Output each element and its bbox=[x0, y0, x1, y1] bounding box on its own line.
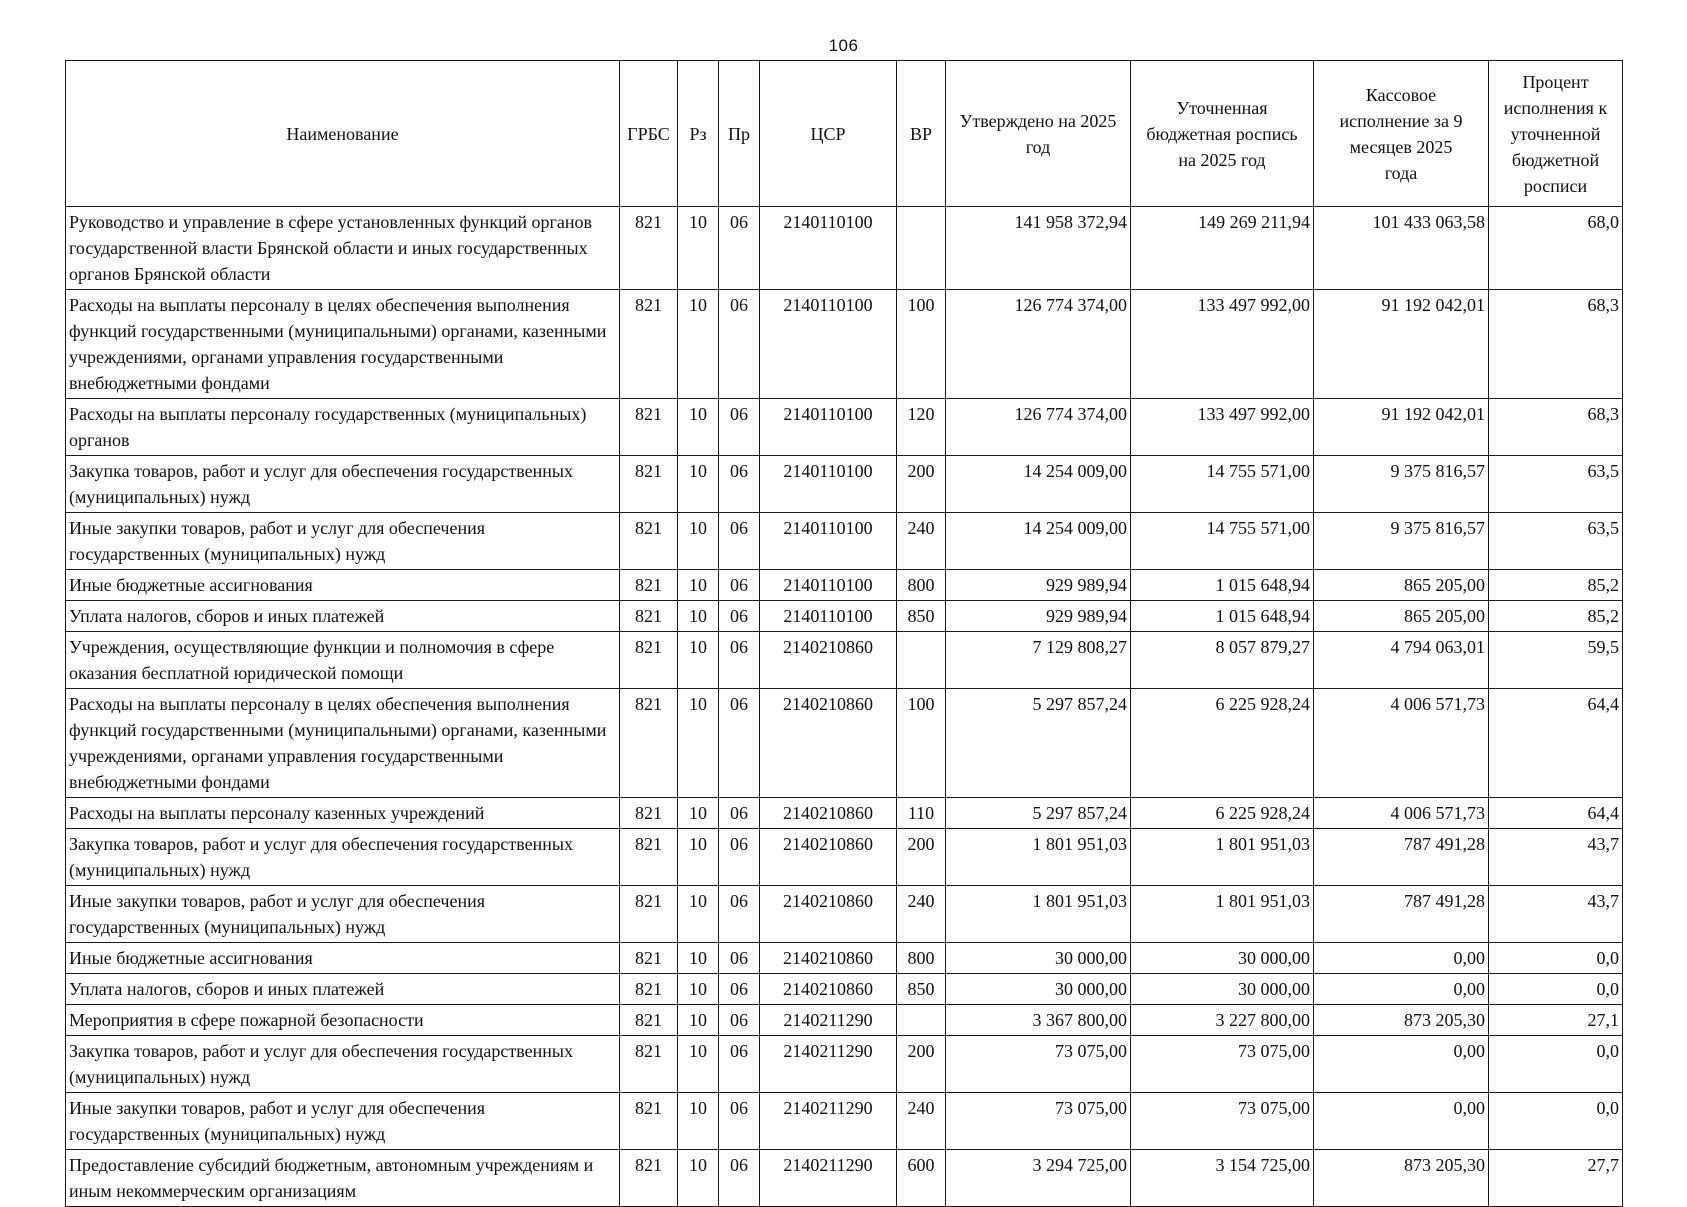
cell-percent: 68,3 bbox=[1489, 290, 1623, 399]
cell-csr: 2140210860 bbox=[760, 632, 897, 689]
cell-cash: 865 205,00 bbox=[1314, 601, 1489, 632]
cell-approved: 5 297 857,24 bbox=[946, 798, 1131, 829]
cell-rz: 10 bbox=[678, 632, 719, 689]
table-row bbox=[66, 601, 1623, 632]
cell-grbs: 821 bbox=[620, 974, 678, 1005]
cell-csr: 2140210860 bbox=[760, 974, 897, 1005]
cell-rz: 10 bbox=[678, 399, 719, 456]
cell-csr: 2140211290 bbox=[760, 1150, 897, 1207]
table-row bbox=[66, 886, 1623, 943]
cell-refined: 30 000,00 bbox=[1131, 974, 1314, 1005]
cell-vr: 850 bbox=[897, 974, 946, 1005]
table-row bbox=[66, 290, 1623, 399]
cell-rz: 10 bbox=[678, 1093, 719, 1150]
cell-rz: 10 bbox=[678, 601, 719, 632]
cell-refined: 133 497 992,00 bbox=[1131, 290, 1314, 399]
cell-pr: 06 bbox=[719, 1036, 760, 1093]
cell-name: Иные закупки товаров, работ и услуг для обеспечения государственных (муниципальных) нужд bbox=[66, 886, 620, 943]
cell-percent: 43,7 bbox=[1489, 829, 1623, 886]
cell-rz: 10 bbox=[678, 1150, 719, 1207]
cell-rz: 10 bbox=[678, 290, 719, 399]
cell-approved: 929 989,94 bbox=[946, 570, 1131, 601]
cell-csr: 2140211290 bbox=[760, 1093, 897, 1150]
cell-pr: 06 bbox=[719, 290, 760, 399]
cell-approved: 929 989,94 bbox=[946, 601, 1131, 632]
cell-csr: 2140210860 bbox=[760, 798, 897, 829]
table-row bbox=[66, 632, 1623, 689]
cell-grbs: 821 bbox=[620, 829, 678, 886]
cell-name: Уплата налогов, сборов и иных платежей bbox=[66, 601, 620, 632]
header-grbs: ГРБС bbox=[620, 61, 678, 207]
cell-refined: 8 057 879,27 bbox=[1131, 632, 1314, 689]
cell-refined: 1 015 648,94 bbox=[1131, 601, 1314, 632]
cell-refined: 133 497 992,00 bbox=[1131, 399, 1314, 456]
header-pr: Пр bbox=[719, 61, 760, 207]
cell-pr: 06 bbox=[719, 399, 760, 456]
cell-rz: 10 bbox=[678, 886, 719, 943]
cell-vr: 100 bbox=[897, 689, 946, 798]
table-row bbox=[66, 456, 1623, 513]
header-percent: Процент исполнения к уточненной бюджетной росписи bbox=[1489, 61, 1623, 207]
cell-name: Учреждения, осуществляющие функции и полномочия в сфере оказания бесплатной юридической помощи bbox=[66, 632, 620, 689]
cell-grbs: 821 bbox=[620, 1150, 678, 1207]
cell-grbs: 821 bbox=[620, 943, 678, 974]
cell-grbs: 821 bbox=[620, 798, 678, 829]
cell-percent: 27,1 bbox=[1489, 1005, 1623, 1036]
cell-pr: 06 bbox=[719, 570, 760, 601]
cell-approved: 1 801 951,03 bbox=[946, 886, 1131, 943]
cell-name: Уплата налогов, сборов и иных платежей bbox=[66, 974, 620, 1005]
cell-pr: 06 bbox=[719, 601, 760, 632]
cell-cash: 4 006 571,73 bbox=[1314, 798, 1489, 829]
cell-percent: 0,0 bbox=[1489, 943, 1623, 974]
cell-name: Расходы на выплаты персоналу казенных учреждений bbox=[66, 798, 620, 829]
cell-percent: 27,7 bbox=[1489, 1150, 1623, 1207]
cell-approved: 73 075,00 bbox=[946, 1036, 1131, 1093]
table-row bbox=[66, 513, 1623, 570]
cell-rz: 10 bbox=[678, 798, 719, 829]
cell-vr: 200 bbox=[897, 829, 946, 886]
cell-refined: 73 075,00 bbox=[1131, 1036, 1314, 1093]
cell-refined: 1 801 951,03 bbox=[1131, 829, 1314, 886]
cell-cash: 91 192 042,01 bbox=[1314, 290, 1489, 399]
table-row bbox=[66, 207, 1623, 290]
cell-rz: 10 bbox=[678, 1036, 719, 1093]
cell-pr: 06 bbox=[719, 943, 760, 974]
cell-vr: 120 bbox=[897, 399, 946, 456]
cell-approved: 73 075,00 bbox=[946, 1093, 1131, 1150]
cell-vr: 800 bbox=[897, 943, 946, 974]
cell-vr bbox=[897, 1005, 946, 1036]
cell-pr: 06 bbox=[719, 829, 760, 886]
cell-pr: 06 bbox=[719, 1005, 760, 1036]
cell-csr: 2140110100 bbox=[760, 207, 897, 290]
cell-percent: 43,7 bbox=[1489, 886, 1623, 943]
cell-cash: 4 006 571,73 bbox=[1314, 689, 1489, 798]
header-rz: Рз bbox=[678, 61, 719, 207]
cell-grbs: 821 bbox=[620, 399, 678, 456]
cell-name: Иные бюджетные ассигнования bbox=[66, 570, 620, 601]
cell-cash: 9 375 816,57 bbox=[1314, 513, 1489, 570]
cell-vr: 850 bbox=[897, 601, 946, 632]
cell-approved: 30 000,00 bbox=[946, 943, 1131, 974]
cell-name: Закупка товаров, работ и услуг для обеспечения государственных (муниципальных) нужд bbox=[66, 1036, 620, 1093]
cell-pr: 06 bbox=[719, 632, 760, 689]
cell-vr: 240 bbox=[897, 513, 946, 570]
table-row bbox=[66, 798, 1623, 829]
cell-vr: 200 bbox=[897, 1036, 946, 1093]
cell-rz: 10 bbox=[678, 1005, 719, 1036]
cell-refined: 6 225 928,24 bbox=[1131, 798, 1314, 829]
cell-csr: 2140110100 bbox=[760, 399, 897, 456]
cell-vr: 240 bbox=[897, 1093, 946, 1150]
cell-vr: 200 bbox=[897, 456, 946, 513]
cell-percent: 59,5 bbox=[1489, 632, 1623, 689]
cell-refined: 1 801 951,03 bbox=[1131, 886, 1314, 943]
cell-refined: 14 755 571,00 bbox=[1131, 513, 1314, 570]
cell-name: Расходы на выплаты персоналу в целях обеспечения выполнения функций государственными (муниципальными) органами, казенными учреждениями, органами управления государственными внебюджетными фондами bbox=[66, 290, 620, 399]
cell-approved: 14 254 009,00 bbox=[946, 456, 1131, 513]
cell-cash: 787 491,28 bbox=[1314, 886, 1489, 943]
cell-rz: 10 bbox=[678, 513, 719, 570]
cell-percent: 63,5 bbox=[1489, 456, 1623, 513]
cell-percent: 0,0 bbox=[1489, 1093, 1623, 1150]
cell-refined: 30 000,00 bbox=[1131, 943, 1314, 974]
cell-name: Закупка товаров, работ и услуг для обеспечения государственных (муниципальных) нужд bbox=[66, 456, 620, 513]
cell-vr: 240 bbox=[897, 886, 946, 943]
cell-approved: 1 801 951,03 bbox=[946, 829, 1131, 886]
cell-name: Иные закупки товаров, работ и услуг для обеспечения государственных (муниципальных) нужд bbox=[66, 513, 620, 570]
table-row bbox=[66, 1005, 1623, 1036]
cell-grbs: 821 bbox=[620, 456, 678, 513]
cell-percent: 64,4 bbox=[1489, 689, 1623, 798]
cell-rz: 10 bbox=[678, 570, 719, 601]
cell-approved: 126 774 374,00 bbox=[946, 399, 1131, 456]
header-refined: Уточненная бюджетная роспись на 2025 год bbox=[1131, 61, 1314, 207]
cell-cash: 9 375 816,57 bbox=[1314, 456, 1489, 513]
cell-refined: 1 015 648,94 bbox=[1131, 570, 1314, 601]
cell-percent: 63,5 bbox=[1489, 513, 1623, 570]
cell-approved: 14 254 009,00 bbox=[946, 513, 1131, 570]
table-row bbox=[66, 974, 1623, 1005]
cell-grbs: 821 bbox=[620, 886, 678, 943]
cell-refined: 3 227 800,00 bbox=[1131, 1005, 1314, 1036]
cell-csr: 2140211290 bbox=[760, 1005, 897, 1036]
cell-cash: 865 205,00 bbox=[1314, 570, 1489, 601]
cell-percent: 0,0 bbox=[1489, 1036, 1623, 1093]
cell-csr: 2140110100 bbox=[760, 513, 897, 570]
cell-vr: 110 bbox=[897, 798, 946, 829]
cell-csr: 2140210860 bbox=[760, 829, 897, 886]
cell-pr: 06 bbox=[719, 456, 760, 513]
cell-percent: 85,2 bbox=[1489, 601, 1623, 632]
cell-name: Мероприятия в сфере пожарной безопасности bbox=[66, 1005, 620, 1036]
cell-rz: 10 bbox=[678, 689, 719, 798]
cell-refined: 6 225 928,24 bbox=[1131, 689, 1314, 798]
header-name: Наименование bbox=[66, 61, 620, 207]
cell-name: Расходы на выплаты персоналу государственных (муниципальных) органов bbox=[66, 399, 620, 456]
cell-csr: 2140210860 bbox=[760, 886, 897, 943]
cell-pr: 06 bbox=[719, 513, 760, 570]
cell-name: Иные закупки товаров, работ и услуг для обеспечения государственных (муниципальных) нужд bbox=[66, 1093, 620, 1150]
cell-pr: 06 bbox=[719, 689, 760, 798]
cell-approved: 141 958 372,94 bbox=[946, 207, 1131, 290]
cell-approved: 3 294 725,00 bbox=[946, 1150, 1131, 1207]
cell-pr: 06 bbox=[719, 1150, 760, 1207]
cell-refined: 73 075,00 bbox=[1131, 1093, 1314, 1150]
cell-csr: 2140211290 bbox=[760, 1036, 897, 1093]
cell-pr: 06 bbox=[719, 1093, 760, 1150]
table-row bbox=[66, 1150, 1623, 1207]
cell-pr: 06 bbox=[719, 974, 760, 1005]
table-row bbox=[66, 943, 1623, 974]
cell-rz: 10 bbox=[678, 829, 719, 886]
cell-grbs: 821 bbox=[620, 290, 678, 399]
cell-cash: 787 491,28 bbox=[1314, 829, 1489, 886]
cell-approved: 30 000,00 bbox=[946, 974, 1131, 1005]
table-row bbox=[66, 1036, 1623, 1093]
cell-csr: 2140210860 bbox=[760, 943, 897, 974]
cell-approved: 3 367 800,00 bbox=[946, 1005, 1131, 1036]
cell-percent: 64,4 bbox=[1489, 798, 1623, 829]
cell-cash: 873 205,30 bbox=[1314, 1150, 1489, 1207]
cell-rz: 10 bbox=[678, 207, 719, 290]
cell-csr: 2140110100 bbox=[760, 290, 897, 399]
cell-csr: 2140110100 bbox=[760, 601, 897, 632]
cell-refined: 149 269 211,94 bbox=[1131, 207, 1314, 290]
table-row bbox=[66, 829, 1623, 886]
cell-cash: 0,00 bbox=[1314, 943, 1489, 974]
cell-vr bbox=[897, 207, 946, 290]
cell-grbs: 821 bbox=[620, 513, 678, 570]
cell-csr: 2140210860 bbox=[760, 689, 897, 798]
cell-grbs: 821 bbox=[620, 570, 678, 601]
cell-approved: 126 774 374,00 bbox=[946, 290, 1131, 399]
cell-percent: 68,0 bbox=[1489, 207, 1623, 290]
cell-percent: 0,0 bbox=[1489, 974, 1623, 1005]
header-cash: Кассовое исполнение за 9 месяцев 2025 года bbox=[1314, 61, 1489, 207]
cell-approved: 5 297 857,24 bbox=[946, 689, 1131, 798]
cell-cash: 0,00 bbox=[1314, 1093, 1489, 1150]
table-row bbox=[66, 399, 1623, 456]
header-approved: Утверждено на 2025 год bbox=[946, 61, 1131, 207]
table-row bbox=[66, 570, 1623, 601]
cell-pr: 06 bbox=[719, 798, 760, 829]
table-row bbox=[66, 689, 1623, 798]
cell-rz: 10 bbox=[678, 974, 719, 1005]
cell-vr: 600 bbox=[897, 1150, 946, 1207]
cell-vr bbox=[897, 632, 946, 689]
header-vr: ВР bbox=[897, 61, 946, 207]
cell-pr: 06 bbox=[719, 207, 760, 290]
cell-grbs: 821 bbox=[620, 1093, 678, 1150]
cell-cash: 0,00 bbox=[1314, 974, 1489, 1005]
cell-vr: 100 bbox=[897, 290, 946, 399]
cell-approved: 7 129 808,27 bbox=[946, 632, 1131, 689]
cell-grbs: 821 bbox=[620, 632, 678, 689]
cell-name: Закупка товаров, работ и услуг для обеспечения государственных (муниципальных) нужд bbox=[66, 829, 620, 886]
cell-grbs: 821 bbox=[620, 1036, 678, 1093]
cell-grbs: 821 bbox=[620, 689, 678, 798]
table-header-row bbox=[66, 61, 1623, 207]
cell-cash: 101 433 063,58 bbox=[1314, 207, 1489, 290]
cell-pr: 06 bbox=[719, 886, 760, 943]
page-number: 106 bbox=[828, 36, 859, 55]
cell-cash: 873 205,30 bbox=[1314, 1005, 1489, 1036]
cell-percent: 68,3 bbox=[1489, 399, 1623, 456]
cell-grbs: 821 bbox=[620, 601, 678, 632]
cell-refined: 3 154 725,00 bbox=[1131, 1150, 1314, 1207]
cell-grbs: 821 bbox=[620, 207, 678, 290]
cell-name: Расходы на выплаты персоналу в целях обеспечения выполнения функций государственными (муниципальными) органами, казенными учреждениями, органами управления государственными внебюджетными фондами bbox=[66, 689, 620, 798]
table-body bbox=[66, 207, 1623, 1207]
header-csr: ЦСР bbox=[760, 61, 897, 207]
cell-refined: 14 755 571,00 bbox=[1131, 456, 1314, 513]
cell-percent: 85,2 bbox=[1489, 570, 1623, 601]
cell-vr: 800 bbox=[897, 570, 946, 601]
cell-grbs: 821 bbox=[620, 1005, 678, 1036]
cell-rz: 10 bbox=[678, 943, 719, 974]
table-row bbox=[66, 1093, 1623, 1150]
cell-name: Руководство и управление в сфере установленных функций органов государственной власти Брянской области и иных государственных органов Брянской области bbox=[66, 207, 620, 290]
cell-cash: 91 192 042,01 bbox=[1314, 399, 1489, 456]
budget-execution-table bbox=[65, 60, 1623, 1207]
cell-name: Иные бюджетные ассигнования bbox=[66, 943, 620, 974]
cell-cash: 4 794 063,01 bbox=[1314, 632, 1489, 689]
cell-csr: 2140110100 bbox=[760, 456, 897, 513]
cell-cash: 0,00 bbox=[1314, 1036, 1489, 1093]
cell-csr: 2140110100 bbox=[760, 570, 897, 601]
cell-rz: 10 bbox=[678, 456, 719, 513]
cell-name: Предоставление субсидий бюджетным, автономным учреждениям и иным некоммерческим организациям bbox=[66, 1150, 620, 1207]
